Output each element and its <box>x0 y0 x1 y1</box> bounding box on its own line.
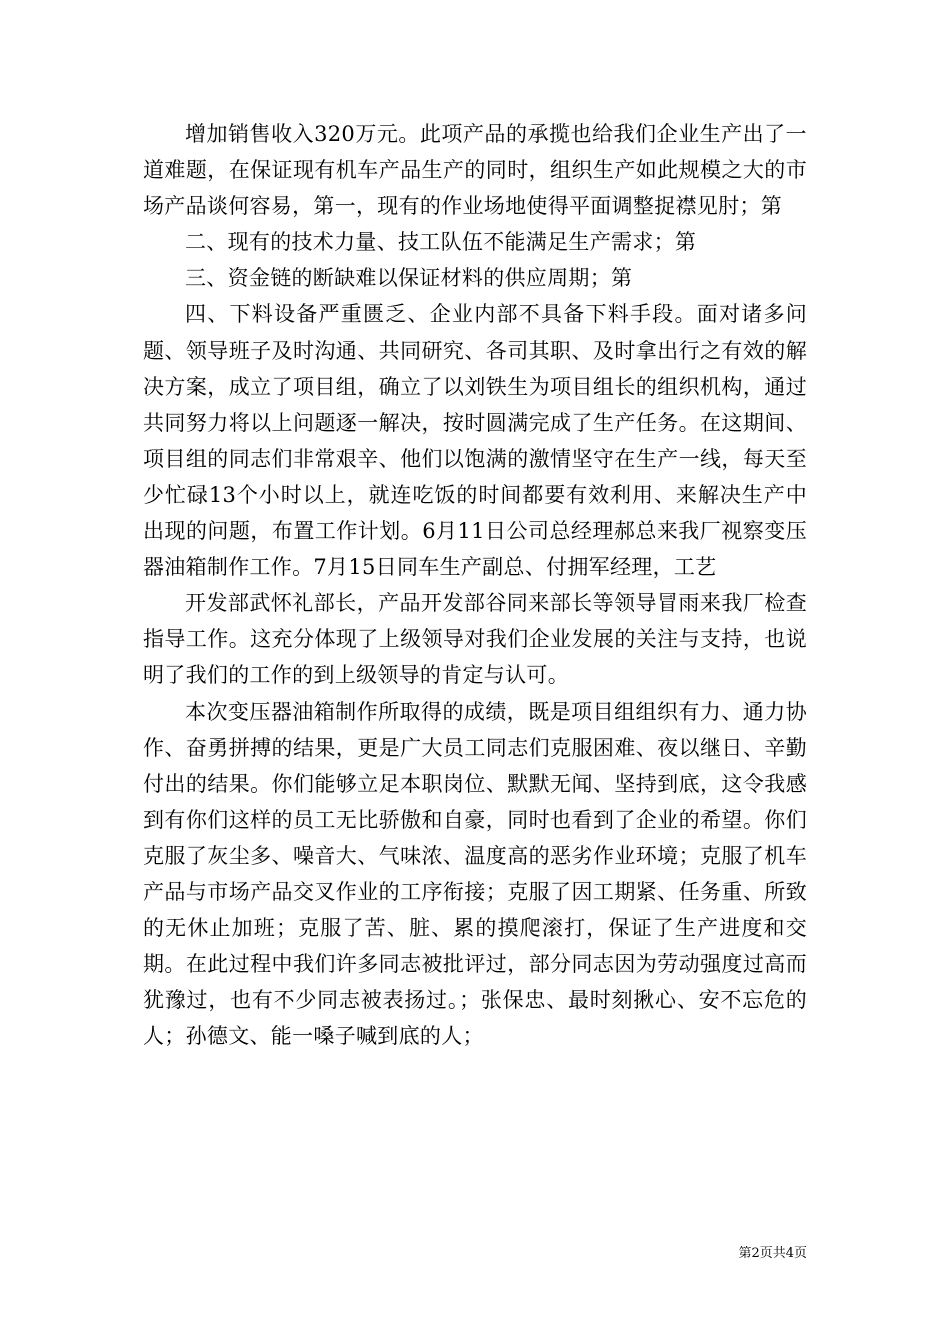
paragraph: 开发部武怀礼部长，产品开发部谷同来部长等领导冒雨来我厂检查指导工作。这充分体现了上级领导对我们企业发展的关注与支持，也说明了我们的工作的到上级领导的肯定与认可。 <box>143 591 807 688</box>
paragraph: 二、现有的技术力量、技工队伍不能满足生产需求；第 <box>185 230 697 255</box>
document-body <box>143 116 807 1054</box>
paragraph: 本次变压器油箱制作所取得的成绩，既是项目组组织有力、通力协作、奋勇拼搏的结果，更是广大员工同志们克服困难、夜以继日、辛勤付出的结果。你们能够立足本职岗位、默默无闻、坚持到底，这令我感到有你们这样的员工无比骄傲和自豪，同时也看到了企业的希望。你们克服了灰尘多、噪音大、气味浓、温度高的恶劣作业环境；克服了机车产品与市场产品交叉作业的工序衔接；克服了因工期紧、任务重、所致的无休止加班；克服了苦、脏、累的摸爬滚打，保证了生产进度和交期。在此过程中我们许多同志被批评过，部分同志因为劳动强度过高而犹豫过，也有不少同志被表扬过。；张保忠、最时刻揪心、安不忘危的人；孙德文、能一嗓子喊到底的人； <box>143 699 807 1049</box>
paragraph: 增加销售收入320万元。此项产品的承揽也给我们企业生产出了一道难题，在保证现有机车产品生产的同时，组织生产如此规模之大的市场产品谈何容易，第一，现有的作业场地使得平面调整捉襟见肘；第 <box>143 122 807 219</box>
page-number-footer: 第2页共4页 <box>738 1246 807 1261</box>
paragraph: 四、下料设备严重匮乏、企业内部不具备下料手段。面对诸多问题、领导班子及时沟通、共同研究、各司其职、及时拿出行之有效的解决方案，成立了项目组，确立了以刘铁生为项目组长的组织机构，通过共同努力将以上问题逐一解决，按时圆满完成了生产任务。在这期间、项目组的同志们非常艰辛、他们以饱满的激情坚守在生产一线，每天至少忙碌13个小时以上，就连吃饭的时间都要有效利用、来解决生产中出现的问题，布置工作计划。6月11日公司总经理郝总来我厂视察变压器油箱制作工作。7月15日同车生产副总、付拥军经理，工艺 <box>143 302 807 580</box>
paragraph: 三、资金链的断缺难以保证材料的供应周期；第 <box>185 266 633 291</box>
